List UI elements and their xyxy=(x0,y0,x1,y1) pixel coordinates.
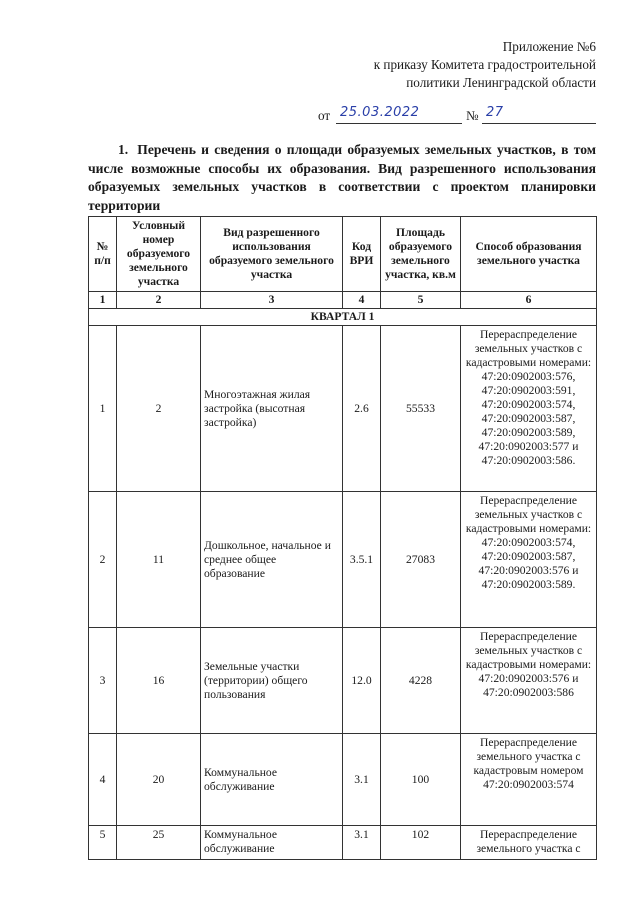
column-number: 5 xyxy=(381,292,461,309)
row-number: 4 xyxy=(89,734,117,826)
row-number: 5 xyxy=(89,826,117,860)
number-underline xyxy=(482,123,596,124)
row-conditional-number: 11 xyxy=(117,492,201,628)
column-number-row xyxy=(89,292,597,309)
appendix-order-ref: к приказу Комитета градостроительной xyxy=(373,57,596,72)
row-area: 4228 xyxy=(381,628,461,734)
col-header-method: Способ образования земельного участка xyxy=(461,217,597,292)
row-number: 2 xyxy=(89,492,117,628)
appendix-header xyxy=(374,38,596,92)
col-header-permitted-use: Вид разрешенного использования образуемого земельного участка xyxy=(201,217,343,292)
row-method: Перераспределение земельного участка с xyxy=(461,826,597,860)
row-method: Перераспределение земельных участков с кадастровыми номерами: 47:20:0902003:576, 47:20:0902003:591, 47:20:0902003:574, 47:20:0902003:587, 47:20:0902003:589, 47:20:0902003:577 и 47:20:0902003:586. xyxy=(461,326,597,492)
order-number: 27 xyxy=(486,105,504,120)
appendix-title: Приложение №6 xyxy=(502,39,596,54)
row-conditional-number: 2 xyxy=(117,326,201,492)
row-code: 2.6 xyxy=(343,326,381,492)
column-number: 1 xyxy=(89,292,117,309)
row-permitted-use: Земельные участки (территории) общего пользования xyxy=(201,628,343,734)
quarter-row xyxy=(89,309,597,326)
row-area: 100 xyxy=(381,734,461,826)
row-code: 3.1 xyxy=(343,734,381,826)
column-number: 3 xyxy=(201,292,343,309)
column-number: 6 xyxy=(461,292,597,309)
land-plots-table xyxy=(88,216,597,860)
table-row xyxy=(89,628,597,734)
table-row xyxy=(89,326,597,492)
section-title xyxy=(88,141,596,215)
col-header-conditional-number: Условный номер образуемого земельного участка xyxy=(117,217,201,292)
row-permitted-use: Дошкольное, начальное и среднее общее образование xyxy=(201,492,343,628)
row-area: 27083 xyxy=(381,492,461,628)
section-title-text: Перечень и сведения о площади образуемых земельных участков, в том числе возможные способы их образования. Вид разрешенного использования образуемых земельных участков в соответствии с проектом планировки территории xyxy=(88,142,596,213)
row-conditional-number: 16 xyxy=(117,628,201,734)
table-row xyxy=(89,826,597,860)
row-permitted-use: Коммунальное обслуживание xyxy=(201,826,343,860)
order-reference-line xyxy=(318,105,598,128)
row-permitted-use: Коммунальное обслуживание xyxy=(201,734,343,826)
col-header-area: Площадь образуемого земельного участка, кв.м xyxy=(381,217,461,292)
column-number: 4 xyxy=(343,292,381,309)
table-header-row xyxy=(89,217,597,292)
appendix-authority: политики Ленинградской области xyxy=(406,75,596,90)
row-permitted-use: Многоэтажная жилая застройка (высотная застройка) xyxy=(201,326,343,492)
row-area: 102 xyxy=(381,826,461,860)
row-number: 1 xyxy=(89,326,117,492)
col-header-code: Код ВРИ xyxy=(343,217,381,292)
column-number: 2 xyxy=(117,292,201,309)
row-conditional-number: 25 xyxy=(117,826,201,860)
row-method: Перераспределение земельных участков с кадастровыми номерами: 47:20:0902003:574, 47:20:0902003:587, 47:20:0902003:576 и 47:20:0902003:589. xyxy=(461,492,597,628)
row-code: 3.5.1 xyxy=(343,492,381,628)
col-header-number: № п/п xyxy=(89,217,117,292)
row-area: 55533 xyxy=(381,326,461,492)
row-number: 3 xyxy=(89,628,117,734)
table-row xyxy=(89,734,597,826)
table-row xyxy=(89,492,597,628)
order-number-label: № xyxy=(466,108,479,123)
quarter-label: КВАРТАЛ 1 xyxy=(89,309,597,326)
row-method: Перераспределение земельных участков с кадастровыми номерами: 47:20:0902003:576 и 47:20:0902003:586 xyxy=(461,628,597,734)
row-method: Перераспределение земельного участка с кадастровым номером 47:20:0902003:574 xyxy=(461,734,597,826)
row-conditional-number: 20 xyxy=(117,734,201,826)
date-underline xyxy=(336,123,462,124)
row-code: 12.0 xyxy=(343,628,381,734)
order-from-label: от xyxy=(318,108,331,123)
order-date: 25.03.2022 xyxy=(340,105,420,120)
section-number: 1. xyxy=(118,142,129,157)
row-code: 3.1 xyxy=(343,826,381,860)
